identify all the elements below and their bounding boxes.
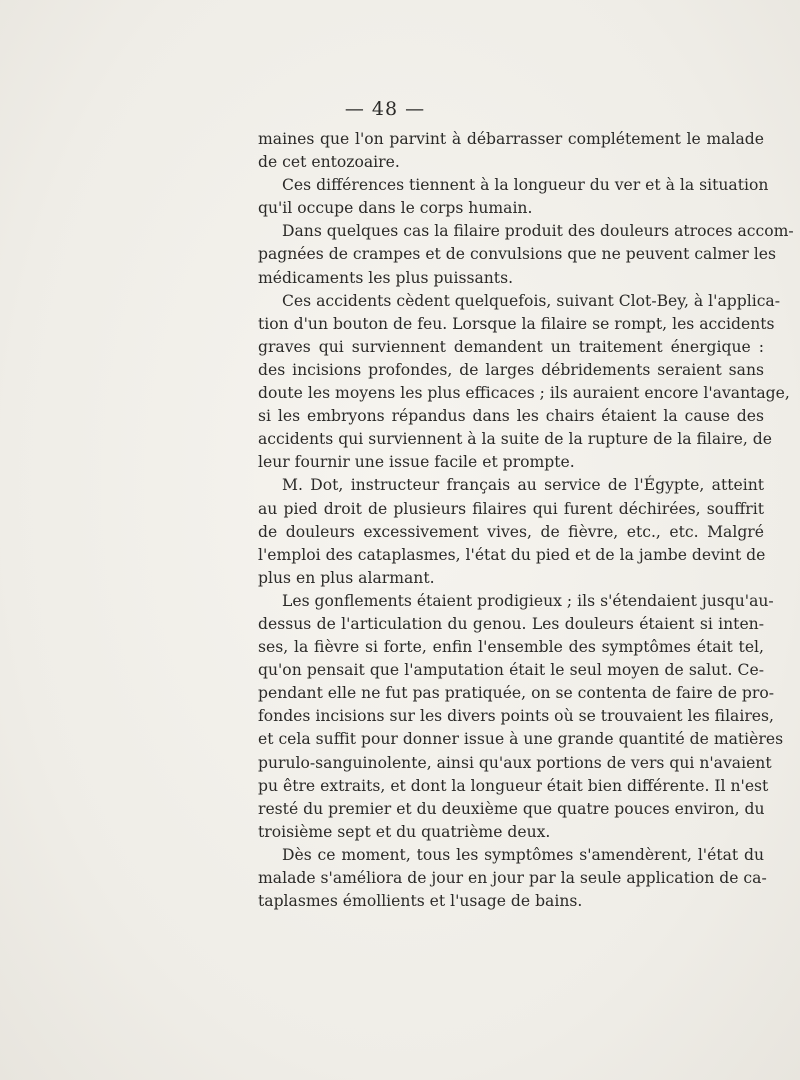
text-line: Les gonflements étaient prodigieux ; ils s'étendaient jusqu'au- <box>282 591 774 610</box>
text-line: Ces accidents cèdent quelquefois, suivant Clot-Bey, à l'applica- <box>282 291 780 310</box>
page-number: — 48 — <box>344 98 426 120</box>
paragraph <box>258 220 794 289</box>
text-line: médicaments les plus puissants. <box>258 268 514 287</box>
paragraph <box>258 474 764 589</box>
text-line: ses, la fièvre si forte, enfin l'ensemble des symptômes était tel, <box>258 638 764 657</box>
text-line: pu être extraits, et dont la longueur était bien différente. Il n'est <box>258 776 769 795</box>
paragraph <box>258 290 790 475</box>
text-line: pagnées de crampes et de convulsions que ne peuvent calmer les <box>258 245 776 264</box>
text-line: Ces différences tiennent à la longueur du ver et à la situation <box>282 176 769 195</box>
paragraph <box>258 128 764 174</box>
text-line: tion d'un bouton de feu. Lorsque la filaire se rompt, les accidents <box>258 314 775 333</box>
paragraph <box>258 844 767 913</box>
text-line: resté du premier et du deuxième que quatre pouces environ, du <box>258 799 765 818</box>
text-line: graves qui surviennent demandent un traitement énergique : <box>258 337 764 356</box>
text-line: plus en plus alarmant. <box>258 568 435 587</box>
text-line: dessus de l'articulation du genou. Les douleurs étaient si inten- <box>258 614 764 633</box>
text-line: purulo-sanguinolente, ainsi qu'aux portions de vers qui n'avaient <box>258 753 772 772</box>
text-line: qu'on pensait que l'amputation était le seul moyen de salut. Ce- <box>258 661 764 680</box>
text-line: l'emploi des cataplasmes, l'état du pied et de la jambe devint de <box>258 545 766 564</box>
text-line: si les embryons répandus dans les chairs étaient la cause des <box>258 407 764 426</box>
text-line: des incisions profondes, de larges débridements seraient sans <box>258 360 764 379</box>
text-line: qu'il occupe dans le corps humain. <box>258 199 533 218</box>
text-line: au pied droit de plusieurs filaires qui furent déchirées, souffrit <box>258 499 764 518</box>
text-line: maines que l'on parvint à débarrasser complétement le malade <box>258 130 764 148</box>
text-line: de douleurs excessivement vives, de fièvre, etc., etc. Malgré <box>258 522 764 541</box>
text-line: et cela suffit pour donner issue à une grande quantité de matières <box>258 730 784 749</box>
text-line: doute les moyens les plus efficaces ; ils auraient encore l'avantage, <box>258 384 790 403</box>
text-line: Dans quelques cas la filaire produit des douleurs atroces accom- <box>282 222 794 241</box>
text-line: fondes incisions sur les divers points où se trouvaient les filaires, <box>258 707 774 726</box>
text-line: pendant elle ne fut pas pratiquée, on se contenta de faire de pro- <box>258 684 774 703</box>
text-line: malade s'améliora de jour en jour par la seule application de ca- <box>258 869 767 887</box>
text-line: Dès ce moment, tous les symptômes s'amendèrent, l'état du <box>282 845 764 864</box>
paragraph <box>258 174 769 220</box>
text-line: de cet entozoaire. <box>258 153 400 172</box>
text-line: troisième sept et du quatrième deux. <box>258 822 551 841</box>
paragraph <box>258 590 784 844</box>
text-line: M. Dot, instructeur français au service de l'Égypte, atteint <box>282 476 764 495</box>
text-line: leur fournir une issue facile et prompte. <box>258 453 575 472</box>
body-text <box>258 128 794 913</box>
text-line: accidents qui surviennent à la suite de la rupture de la filaire, de <box>258 430 773 449</box>
text-line: taplasmes émollients et l'usage de bains. <box>258 892 583 911</box>
